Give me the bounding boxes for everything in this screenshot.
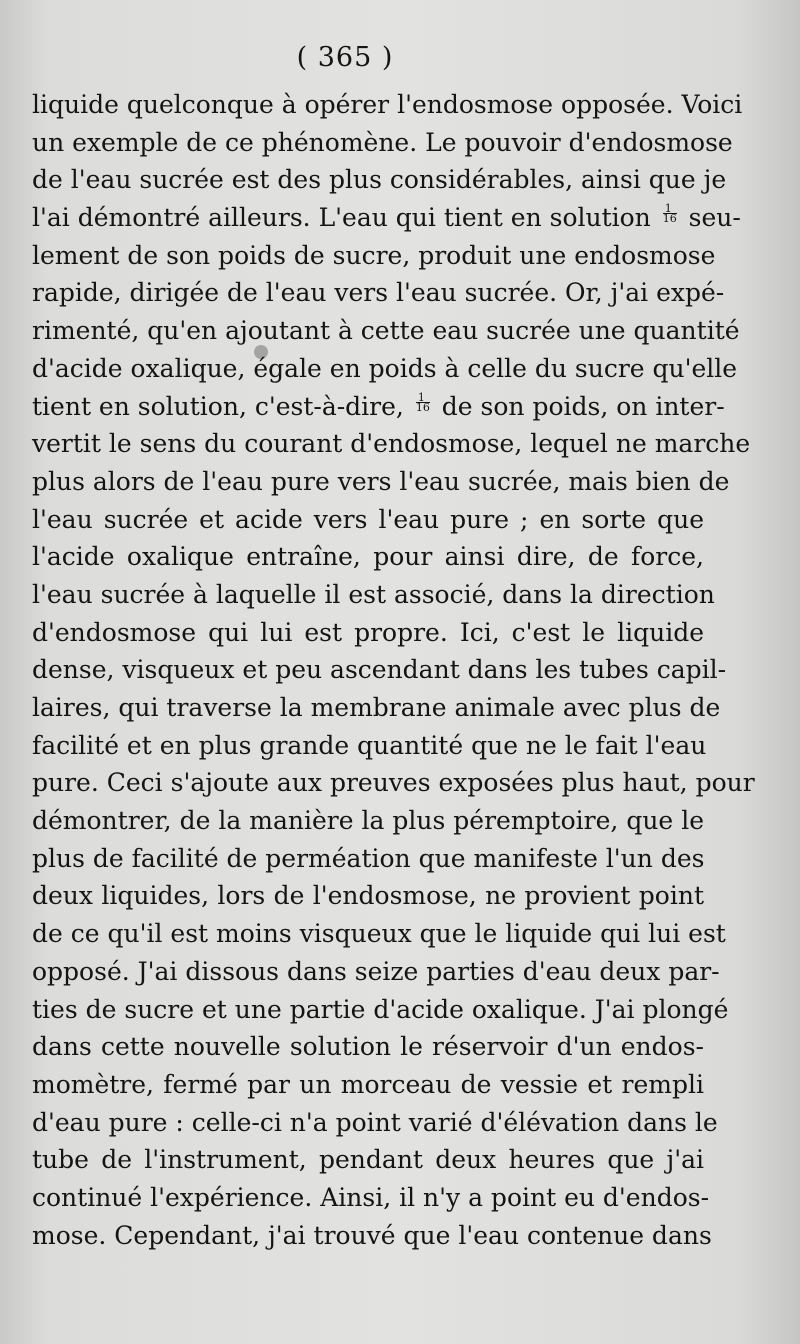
text-line xyxy=(32,1179,710,1217)
text-line xyxy=(32,1104,718,1142)
text-segment: rapide, dirigée de l'eau vers l'eau sucrée. Or, j'ai expé- xyxy=(32,278,725,308)
text-segment: d'acide oxalique, égale en poids à celle du sucre qu'elle xyxy=(32,353,738,383)
text-segment: rimenté, qu'en ajoutant à cette eau sucrée une quantité xyxy=(32,316,740,346)
text-line xyxy=(32,953,720,991)
fraction-denominator: 16 xyxy=(415,400,430,414)
text-line xyxy=(32,538,704,576)
text-segment: l'ai démontré ailleurs. L'eau qui tient en solution xyxy=(32,203,659,233)
text-segment: pure. Ceci s'ajoute aux preuves exposées plus haut, pour xyxy=(32,768,755,798)
text-segment: deux liquides, lors de l'endosmose, ne provient point xyxy=(32,881,704,911)
text-line xyxy=(32,388,725,426)
text-line xyxy=(32,1066,704,1104)
text-segment: liquide quelconque à opérer l'endosmose opposée. Voici xyxy=(32,90,743,119)
text-segment: mose. Cependant, j'ai trouvé que l'eau contenue dans xyxy=(32,1220,712,1250)
text-segment: un exemple de ce phénomène. Le pouvoir d'endosmose xyxy=(32,127,733,157)
fraction-numerator: 1 xyxy=(663,204,677,214)
page-number: ( 365 ) xyxy=(296,42,394,73)
text-segment: de son poids, on inter- xyxy=(433,391,725,421)
fraction xyxy=(662,202,677,226)
text-line xyxy=(32,124,733,162)
body-text xyxy=(32,86,755,1254)
text-segment: seu- xyxy=(680,203,741,233)
text-segment: facilité et en plus grande quantité que ne le fait l'eau xyxy=(32,730,707,760)
text-line xyxy=(32,86,743,124)
text-line xyxy=(32,237,716,275)
text-segment: vertit le sens du courant d'endosmose, lequel ne marche xyxy=(32,429,751,459)
text-line xyxy=(32,1028,704,1066)
text-segment: dans cette nouvelle solution le réservoir d'un endos- xyxy=(32,1032,704,1062)
text-line xyxy=(32,350,738,388)
text-line xyxy=(32,915,726,953)
text-line xyxy=(32,576,715,614)
text-segment: l'acide oxalique entraîne, pour ainsi dire, de force, xyxy=(32,542,704,572)
text-segment: d'endosmose qui lui est propre. Ici, c'est le liquide xyxy=(32,617,704,647)
text-line xyxy=(32,425,751,463)
text-line xyxy=(32,727,707,765)
text-segment: momètre, fermé par un morceau de vessie et rempli xyxy=(32,1069,704,1099)
text-segment: de l'eau sucrée est des plus considérables, ainsi que je xyxy=(32,165,727,195)
text-line xyxy=(32,274,725,312)
text-line xyxy=(32,651,727,689)
fraction xyxy=(415,390,430,414)
text-segment: plus alors de l'eau pure vers l'eau sucrée, mais bien de xyxy=(32,466,730,496)
text-segment: tube de l'instrument, pendant deux heures que j'ai xyxy=(32,1145,704,1175)
text-segment: continué l'expérience. Ainsi, il n'y a point eu d'endos- xyxy=(32,1182,710,1212)
text-segment: laires, qui traverse la membrane animale avec plus de xyxy=(32,693,721,722)
fraction-numerator: 1 xyxy=(416,393,430,403)
text-segment: l'eau sucrée et acide vers l'eau pure ; en sorte que xyxy=(32,504,704,534)
text-line xyxy=(32,764,755,802)
text-line xyxy=(32,199,741,237)
text-line xyxy=(32,1217,712,1255)
text-segment: plus de facilité de perméation que manifeste l'un des xyxy=(32,843,705,873)
text-line xyxy=(32,689,721,727)
text-line xyxy=(32,463,730,501)
text-segment: dense, visqueux et peu ascendant dans les tubes capil- xyxy=(32,655,727,685)
text-segment: ties de sucre et une partie d'acide oxalique. J'ai plongé xyxy=(32,994,729,1024)
text-line xyxy=(32,161,727,199)
text-segment: démontrer, de la manière la plus péremptoire, que le xyxy=(32,806,704,836)
text-line xyxy=(32,802,704,840)
text-line xyxy=(32,991,729,1029)
text-line xyxy=(32,840,704,878)
text-line xyxy=(32,1141,704,1179)
text-segment: lement de son poids de sucre, produit une endosmose xyxy=(32,240,716,270)
text-segment: l'eau sucrée à laquelle il est associé, dans la direction xyxy=(32,579,715,609)
text-line xyxy=(32,614,704,652)
text-segment: opposé. J'ai dissous dans seize parties d'eau deux par- xyxy=(32,956,720,986)
fraction-denominator: 16 xyxy=(662,212,677,226)
text-line xyxy=(32,877,704,915)
text-segment: de ce qu'il est moins visqueux que le liquide qui lui est xyxy=(32,919,726,949)
text-segment: d'eau pure : celle-ci n'a point varié d'élévation dans le xyxy=(32,1107,718,1137)
text-line xyxy=(32,501,704,539)
text-line xyxy=(32,312,740,350)
text-segment: tient en solution, c'est-à-dire, xyxy=(32,391,412,421)
